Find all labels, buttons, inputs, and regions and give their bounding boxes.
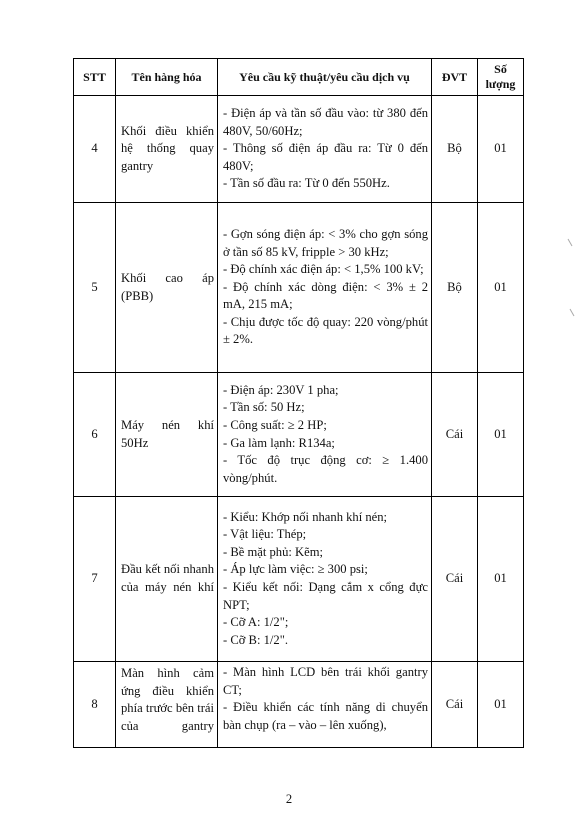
row-item-name: Đầu kết nối nhanh của máy nén khí bbox=[116, 497, 218, 662]
row-quantity: 01 bbox=[478, 662, 524, 748]
page-number: 2 bbox=[285, 792, 293, 806]
requirement-line: - Thông số điện áp đầu ra: Từ 0 đến 480V; bbox=[223, 141, 428, 173]
requirement-line: - Màn hình LCD bên trái khối gantry CT; bbox=[223, 665, 428, 697]
row-requirements bbox=[218, 373, 432, 497]
requirement-line: - Bề mặt phủ: Kẽm; bbox=[223, 544, 324, 559]
scan-margin-mark bbox=[570, 309, 575, 316]
table-row bbox=[74, 96, 524, 203]
requirement-line: - Điện áp: 230V 1 pha; bbox=[223, 382, 339, 397]
row-stt: 7 bbox=[74, 497, 116, 662]
specification-table bbox=[73, 58, 524, 748]
requirement-line: - Độ chính xác điện áp: < 1,5% 100 kV; bbox=[223, 262, 424, 277]
requirement-line: - Ga làm lạnh: R134a; bbox=[223, 435, 335, 450]
requirement-line: - Áp lực làm việc: ≥ 300 psi; bbox=[223, 562, 368, 577]
requirement-line: - Cỡ A: 1/2"; bbox=[223, 615, 289, 630]
requirement-line: - Tần số đầu ra: Từ 0 đến 550Hz. bbox=[223, 176, 390, 191]
row-item-name: Màn hình cảm ứng điều khiển phía trước bên trái của gantry bbox=[116, 662, 218, 748]
row-unit: Bộ bbox=[432, 96, 478, 203]
row-requirements bbox=[218, 203, 432, 373]
row-unit: Cái bbox=[432, 497, 478, 662]
row-requirements bbox=[218, 96, 432, 203]
row-unit: Cái bbox=[432, 373, 478, 497]
requirement-line: - Tốc độ trục động cơ: ≥ 1.400 vòng/phút. bbox=[223, 453, 428, 485]
header-name: Tên hàng hóa bbox=[116, 59, 218, 96]
requirement-line: - Kiểu: Khớp nối nhanh khí nén; bbox=[223, 509, 388, 524]
row-stt: 4 bbox=[74, 96, 116, 203]
row-item-name: Khối cao áp (PBB) bbox=[116, 203, 218, 373]
table-row bbox=[74, 373, 524, 497]
requirement-line: - Chịu được tốc độ quay: 220 vòng/phút ± 2%. bbox=[223, 314, 428, 347]
header-stt: STT bbox=[74, 59, 116, 96]
row-quantity: 01 bbox=[478, 497, 524, 662]
table-row bbox=[74, 497, 524, 662]
row-quantity: 01 bbox=[478, 203, 524, 373]
row-requirements bbox=[218, 497, 432, 662]
header-quantity-line2: lượng bbox=[485, 77, 516, 91]
requirement-line: - Tần số: 50 Hz; bbox=[223, 400, 305, 415]
table-row bbox=[74, 203, 524, 373]
row-item-name: Khối điều khiển hệ thống quay gantry bbox=[116, 96, 218, 203]
row-quantity: 01 bbox=[478, 96, 524, 203]
table-header-row bbox=[74, 59, 524, 96]
requirement-line: - Công suất: ≥ 2 HP; bbox=[223, 417, 327, 432]
requirement-line: - Điều khiển các tính năng di chuyển bàn chụp (ra – vào – lên xuống), bbox=[223, 700, 428, 732]
scan-margin-mark bbox=[568, 239, 573, 246]
row-stt: 6 bbox=[74, 373, 116, 497]
header-unit: ĐVT bbox=[432, 59, 478, 96]
requirement-line: - Cỡ B: 1/2". bbox=[223, 632, 288, 647]
row-stt: 5 bbox=[74, 203, 116, 373]
requirement-line: - Điện áp và tần số đầu vào: từ 380 đến 480V, 50/60Hz; bbox=[223, 106, 428, 138]
requirement-line: - Độ chính xác dòng điện: < 3% ± 2 mA, 215 mA; bbox=[223, 279, 428, 312]
header-quantity-line1: Số bbox=[494, 62, 507, 76]
row-item-name: Máy nén khí 50Hz bbox=[116, 373, 218, 497]
row-requirements bbox=[218, 662, 432, 748]
row-stt: 8 bbox=[74, 662, 116, 748]
requirement-line: - Kiểu kết nối: Dạng cắm x cổng đực NPT; bbox=[223, 580, 428, 612]
requirement-line: - Vật liệu: Thép; bbox=[223, 527, 307, 542]
row-unit: Cái bbox=[432, 662, 478, 748]
row-quantity: 01 bbox=[478, 373, 524, 497]
requirement-line: - Gợn sóng điện áp: < 3% cho gợn sóng ở tần số 85 kV, fripple > 30 kHz; bbox=[223, 226, 428, 259]
header-requirements: Yêu cầu kỹ thuật/yêu cầu dịch vụ bbox=[218, 59, 432, 96]
table-row bbox=[74, 662, 524, 748]
header-quantity bbox=[478, 59, 524, 96]
row-unit: Bộ bbox=[432, 203, 478, 373]
